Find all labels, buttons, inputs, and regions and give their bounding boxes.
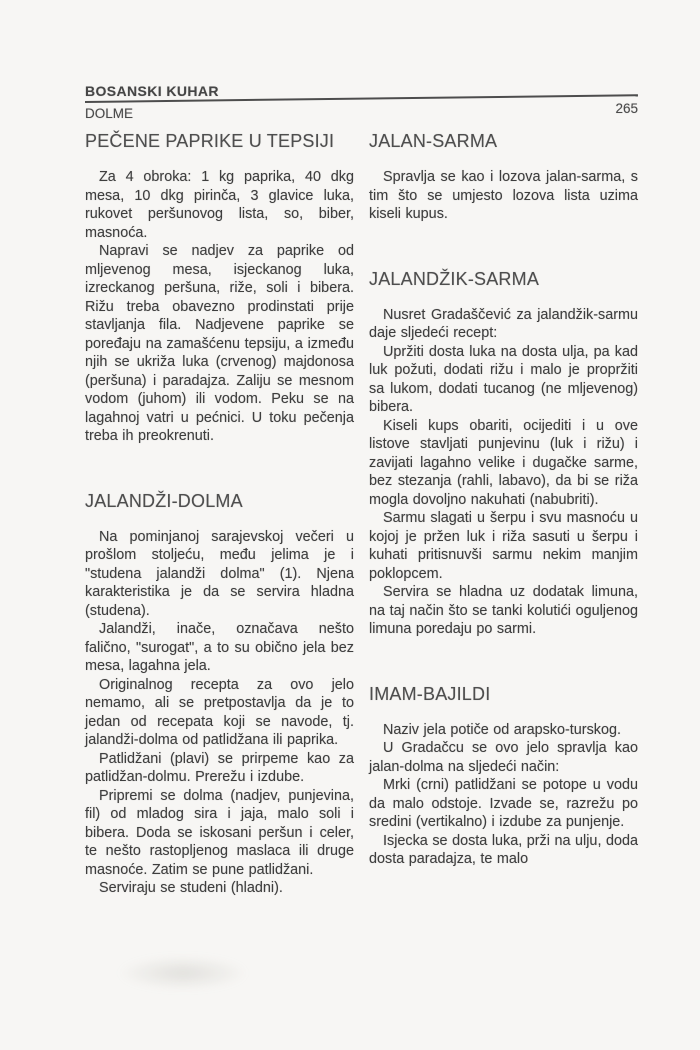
paragraph: Isjecka se dosta luka, prži na ulju, doda dosta paradajza, te malo: [369, 832, 638, 867]
paragraph: Kiseli kups obariti, ocijediti i u ove listove stavljati punjevinu (luk i rižu) i zavijati lagahno velike i dugačke sarme, bez stezanja (rahli, labavo), da bi se riža mogla dovoljno nakuhati (nabubriti).: [369, 417, 638, 508]
page-number: 265: [615, 101, 638, 116]
page-header: [85, 83, 638, 121]
paragraph: Serviraju se studeni (hladni).: [99, 880, 283, 896]
paragraph: Jalandži, inače, označava nešto falično, "surogat", a to su obično jela bez mesa, lagahna jela.: [85, 621, 354, 674]
recipe-heading-jalandzik-sarma: JALANDŽIK-SARMA: [369, 268, 540, 289]
paragraph: Spravlja se kao i lozova jalan-sarma, s tim što se umjesto lozova lista uzima kiseli kupus.: [369, 169, 638, 222]
paragraph: Pripremi se dolma (nadjev, punjevina, fil) od mladog sira i jaja, malo soli i bibera. Doda se iskosani peršun i celer, te nešto rastopljenog maslaca ili druge masnoće. Zatim se pune patlidžani.: [85, 787, 354, 878]
recipe-heading-pecene-paprike: PEČENE PAPRIKE U TEPSIJI: [85, 131, 335, 151]
paragraph: Mrki (crni) patlidžani se potope u vodu da malo odstoje. Izvade se, razrežu po sredini (vertikalno) i izdube za punjenje.: [369, 777, 638, 830]
paragraph: Na pominjanoj sarajevskoj večeri u prošlom stoljeću, među jelima je i "studena jalandži dolma" (1). Njena karakteristika je da se servira hladna (studena).: [85, 528, 354, 619]
book-title: BOSANSKI KUHAR: [85, 83, 219, 99]
paragraph: Upržiti dosta luka na dosta ulja, pa kad luk požuti, dodati rižu i malo je propržiti sa lukom, dodati tucanog (ne mljevenog) bibera.: [369, 343, 638, 415]
right-column: [369, 131, 638, 898]
paragraph: Patlidžani (plavi) se prirpeme kao za patlidžan-dolmu. Prerežu i izdube.: [85, 750, 354, 785]
page-content: [85, 83, 638, 898]
paragraph: Napravi se nadjev za paprike od mljevenog mesa, isjeckanog luka, izreckanog peršuna, riže, soli i bibera. Rižu treba obavezno prodinstati prije stavljanja fila. Nadjevene paprike se poređaju na zamašćenu tepsiju, a između njih se ukriža luka (crvenog) majdonosa (peršuna) i paradajza. Zaliju se mesnom vodom (juhom) ili vodom. Peku se na lagahnoj vatri u pećnici. U toku pečenja treba ih preokrenuti.: [85, 243, 354, 444]
scan-smudge: [118, 956, 248, 990]
paragraph: Sarmu slagati u šerpu i svu masnoću u kojoj je pržen luk i riža sasuti u šerpu i kuhati pritisnuvši sarmu nekim manjim poklopcem.: [369, 510, 638, 582]
chapter-title: DOLME: [85, 106, 134, 121]
paragraph: Naziv jela potiče od arapsko-turskog.: [383, 721, 621, 738]
recipe-heading-jalan-sarma: JALAN-SARMA: [369, 131, 498, 151]
left-column: [85, 131, 354, 898]
running-head: [85, 101, 638, 121]
two-column-text: [85, 131, 638, 898]
recipe-heading-imam-bajildi: IMAM-BAJILDI: [369, 683, 491, 704]
paragraph: Servira se hladna uz dodatak limuna, na taj način što se tanki kolutići oguljenog limuna poredaju po sarmi.: [369, 584, 638, 637]
paragraph: U Gradačcu se ovo jelo spravlja kao jalan-dolma na sljedeći način:: [369, 740, 638, 775]
paragraph: Nusret Gradaščević za jalandžik-sarmu daje sljedeći recept:: [369, 306, 638, 341]
recipe-heading-jalandzi-dolma: JALANDŽI-DOLMA: [85, 490, 243, 511]
paragraph: Originalnog recepta za ovo jelo nemamo, ali se pretpostavlja da je to jedan od recepata koji se navode, tj. jalandži-dolma od patlidžana ili paprika.: [85, 676, 354, 748]
paragraph: Za 4 obroka: 1 kg paprika, 40 dkg mesa, 10 dkg pirinča, 3 glavice luka, rukovet peršunovog lista, so, biber, masnoća.: [85, 169, 354, 241]
